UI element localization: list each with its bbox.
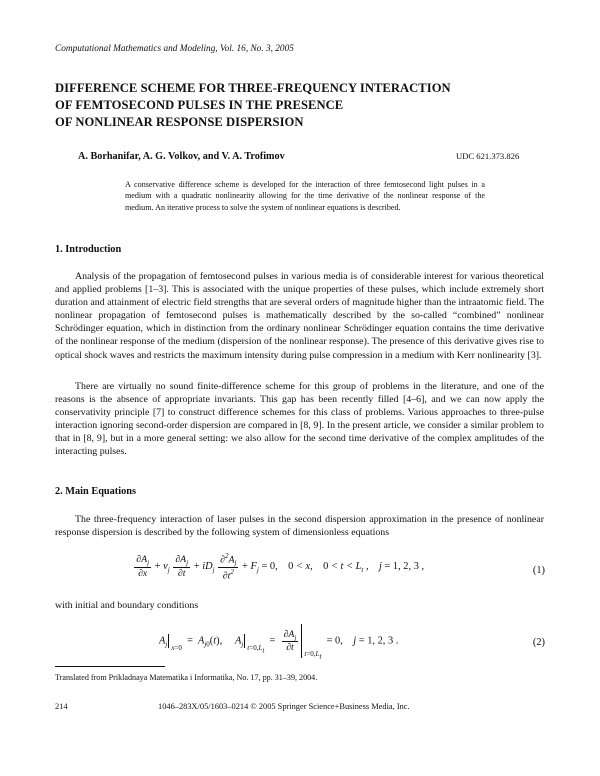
equation-number: (1) (532, 565, 545, 576)
fraction: $\frac{\partial^2A_j}{\partial t^2}$ (220, 552, 237, 582)
footnote-divider (55, 666, 165, 667)
footer-copyright: 1046–283X/05/1603–0214 © 2005 Springer Science+Business Media, Inc. (158, 702, 410, 711)
equation-number: (2) (532, 637, 545, 648)
paragraph: There are virtually no sound finite-difference scheme for this group of problems in the literature, and one of the reasons is the absence of appropriate invariants. This gap has been recently filled [4–6], and we can now apply the conservativity principle [7] to construct difference schemes for this class of problems. Various approaches to three-pulse interaction ignoring second-order dispersion are compared in [8, 9]. In the present article, we consider a similar problem to that in [8, 9], but in a more general setting: we also allow for the second time derivative of the complex amplitudes of the interacting pulses. (55, 381, 544, 458)
journal-header: Computational Mathematics and Modeling, Vol. 16, No. 3, 2005 (55, 44, 294, 54)
udc-code: UDC 621.373.826 (456, 151, 520, 161)
fraction: $\frac{\partial A_j}{\partial t}$ (175, 554, 189, 580)
title-line: DIFFERENCE SCHEME FOR THREE-FREQUENCY INTERACTION (55, 81, 451, 95)
title-line: OF FEMTOSECOND PULSES IN THE PRESENCE (55, 98, 344, 112)
title-line: OF NONLINEAR RESPONSE DISPERSION (55, 115, 304, 129)
fraction: $\frac{\partial A_j}{\partial t}$ (283, 628, 297, 654)
paper-title (55, 80, 535, 131)
fraction: $\frac{\partial A_j}{\partial x}$ (136, 554, 150, 580)
paragraph: The three-frequency interaction of laser pulses in the second dispersion approximation in the presence of nonlinear response dispersion is described by the following system of dimensionless equations (55, 514, 544, 539)
abstract: A conservative difference scheme is developed for the interaction of three femtosecond light pulses in a medium with a quadratic nonlinearity allowing for the time derivative of the nonlinear response of the medium. An iterative process to solve the system of nonlinear equations is described. (125, 180, 485, 212)
section-heading-main-equations: 2. Main Equations (55, 486, 136, 497)
authors: A. Borhanifar, A. G. Volkov, and V. A. Trofimov (78, 151, 285, 162)
page-number: 214 (55, 702, 68, 711)
equation-1: $\frac{\partial A_j}{\partial x}$ + $v_j$ $\frac{\partial A_j}{\partial t}$ + $iD_j$ $\frac{\partial^2A_j}{\partial t^2}$ + $F_j = 0$, 0 < x, $0 < t < L_t$ , j = 1, 2, 3 , (136, 552, 425, 582)
footnote: Translated from Prikladnaya Matematika i Informatika, No. 17, pp. 31–39, 2004. (55, 673, 318, 682)
section-heading-introduction: 1. Introduction (55, 244, 122, 255)
paragraph: Analysis of the propagation of femtosecond pulses in various media is of considerable interest for various theoretical and applied problems [1–3]. This is associated with the unique properties of these pulses, which include extremely short duration and attainment of electric field strengths that are several orders of magnitude higher than the intraatomic field. The nonlinear propagation of femtosecond pulses is mathematically described by the so-called “combined” nonlinear Schrödinger equation, which in distinction from the ordinary nonlinear Schrödinger equation contains the time derivative of the nonlinear response of the medium (dispersion of the nonlinear response). The presence of this derivative gives rise to optical shock waves and restricts the maximum intensity during pulse compression in a medium with Kerr nonlinearity [3]. (55, 271, 544, 361)
text-between: with initial and boundary conditions (55, 600, 199, 611)
equation-2: $A_j$ $_{x=0} = A_{j0}(t)$, $A_j$ $_{t=0,L_t}$ = $\frac{\partial A_j}{\partial t}$ $_{t=0,L_t}$ = 0, j = 1, 2, 3 . (0, 624, 600, 658)
